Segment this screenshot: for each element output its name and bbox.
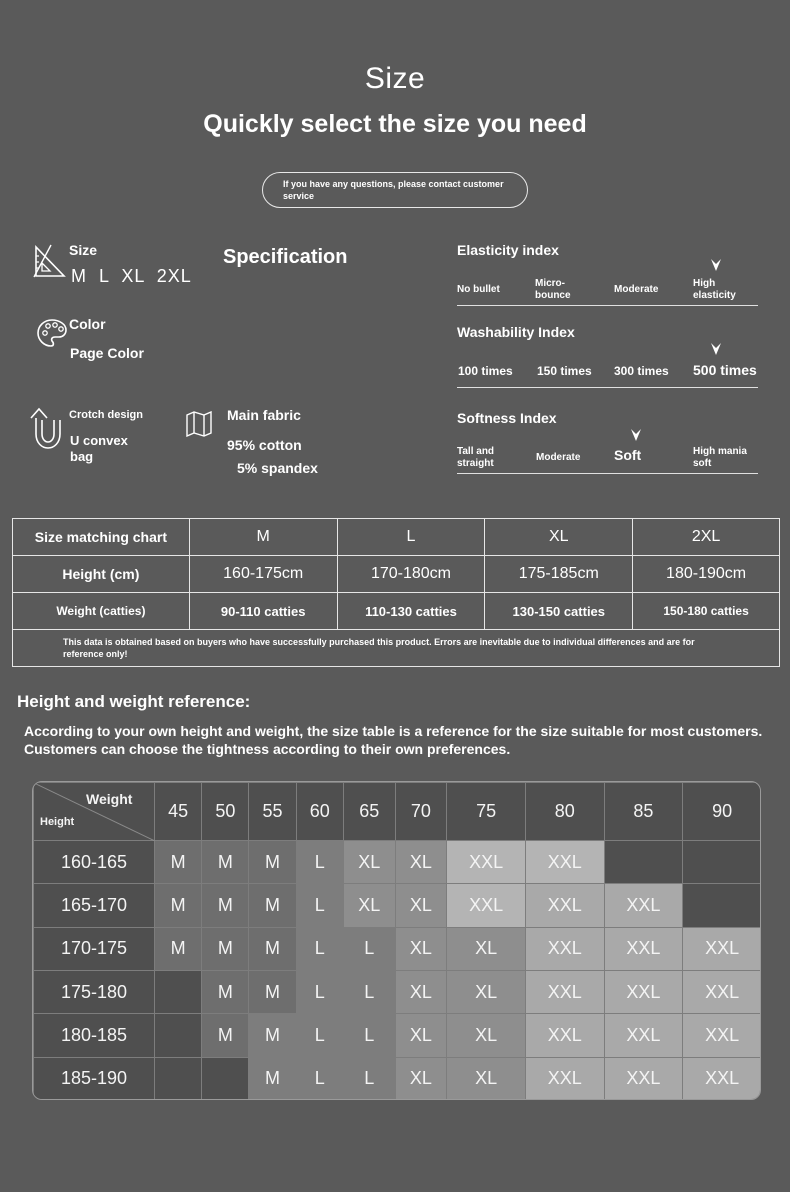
height-row-header: 170-175 — [34, 927, 155, 970]
size-cell: L — [296, 970, 343, 1013]
weight-header-cell: 70 — [395, 783, 447, 841]
size-cell: XXL — [604, 927, 683, 970]
reference-text: According to your own height and weight, the size table is a reference for the size suitable for most customers. Customers can choose the tightness according to their own preferences. — [24, 723, 763, 757]
ruler-triangle-icon — [33, 243, 67, 279]
size-cell: XXL — [683, 1057, 761, 1100]
size-cell: L — [337, 519, 485, 556]
size-cell: XL — [343, 841, 395, 884]
fabric-value-spandex: 5% spandex — [237, 460, 318, 476]
size-cell: XL — [447, 1014, 526, 1057]
size-cell — [683, 841, 761, 884]
size-cell — [604, 841, 683, 884]
weight-header-cell: 90 — [683, 783, 761, 841]
weight-header-cell: 85 — [604, 783, 683, 841]
washability-option: 150 times — [537, 364, 592, 378]
size-cell: M — [202, 1014, 249, 1057]
fabric-icon — [185, 411, 213, 437]
size-cell: L — [343, 1014, 395, 1057]
elasticity-option: Micro-bounce — [535, 278, 571, 301]
disclaimer-note: This data is obtained based on buyers who have successfully purchased this product. Errors are inevitable due to individual differences and are for reference only! — [13, 630, 780, 667]
size-cell: XL — [447, 970, 526, 1013]
specification-heading: Specification — [223, 246, 348, 268]
weight-header-cell: 65 — [343, 783, 395, 841]
size-cell: XXL — [683, 1014, 761, 1057]
palette-icon — [36, 317, 68, 349]
size-cell: L — [296, 1014, 343, 1057]
color-value: Page Color — [70, 345, 144, 361]
grid-weight-label: Weight — [86, 791, 133, 807]
softness-marker-icon — [630, 428, 642, 445]
size-cell: M — [249, 1014, 296, 1057]
contact-note[interactable]: If you have any questions, please contact customer service — [262, 172, 528, 208]
size-matching-table — [12, 518, 780, 667]
size-cell: XXL — [604, 1057, 683, 1100]
weight-header-cell: 60 — [296, 783, 343, 841]
elasticity-option: No bullet — [457, 284, 500, 295]
size-cell: M — [202, 884, 249, 927]
size-cell — [155, 1014, 202, 1057]
softness-option: High mania soft — [693, 446, 747, 469]
washability-option-selected: 500 times — [693, 362, 757, 378]
fabric-label: Main fabric — [227, 407, 301, 423]
size-cell: XL — [395, 841, 447, 884]
size-cell: M — [249, 884, 296, 927]
crotch-value: U convex bag — [70, 433, 128, 464]
page-subtitle: Quickly select the size you need — [203, 110, 587, 138]
size-cell: XL — [395, 884, 447, 927]
size-cell: XXL — [604, 970, 683, 1013]
size-cell: XXL — [525, 1057, 604, 1100]
grid-row — [34, 927, 762, 970]
softness-divider — [457, 473, 758, 474]
size-cell: L — [343, 1057, 395, 1100]
height-row-header: 180-185 — [34, 1014, 155, 1057]
washability-divider — [457, 387, 758, 388]
size-cell: M — [189, 519, 337, 556]
size-cell: XXL — [447, 884, 526, 927]
size-cell: M — [202, 841, 249, 884]
height-cell: 170-180cm — [337, 556, 485, 593]
weight-cell: 150-180 catties — [633, 593, 780, 630]
grid-row — [34, 1014, 762, 1057]
fabric-value-cotton: 95% cotton — [227, 437, 302, 453]
size-cell: M — [249, 841, 296, 884]
grid-height-label: Height — [40, 816, 75, 828]
size-label: Size — [69, 242, 98, 258]
height-cell: 160-175cm — [189, 556, 337, 593]
size-cell: XL — [395, 927, 447, 970]
size-cell — [202, 1057, 249, 1100]
size-cell: M — [249, 970, 296, 1013]
size-cell: XXL — [683, 927, 761, 970]
u-shape-arrow-icon — [29, 406, 67, 450]
size-cell: XXL — [525, 884, 604, 927]
size-cell: M — [155, 841, 202, 884]
size-cell: 2XL — [633, 519, 780, 556]
size-cell: XXL — [683, 970, 761, 1013]
softness-title: Softness Index — [457, 410, 557, 426]
washability-marker-icon — [710, 342, 722, 359]
weight-header-cell: 55 — [249, 783, 296, 841]
table-row — [13, 519, 780, 556]
weight-cell: 130-150 catties — [485, 593, 633, 630]
elasticity-option-selected: High elasticity — [693, 278, 736, 301]
weight-row-label: Weight (catties) — [13, 593, 190, 630]
size-cell: L — [296, 1057, 343, 1100]
height-row-label: Height (cm) — [13, 556, 190, 593]
size-cell: XL — [395, 970, 447, 1013]
table-header-label: Size matching chart — [13, 519, 190, 556]
weight-cell: 90-110 catties — [189, 593, 337, 630]
elasticity-marker-icon — [710, 258, 722, 275]
softness-option-selected: Soft — [614, 447, 642, 463]
size-cell: XXL — [604, 1014, 683, 1057]
height-weight-grid — [32, 781, 761, 1100]
washability-option: 300 times — [614, 364, 669, 378]
height-row-header: 160-165 — [34, 841, 155, 884]
table-row — [13, 556, 780, 593]
elasticity-option: Moderate — [614, 284, 659, 295]
grid-row — [34, 841, 762, 884]
height-cell: 180-190cm — [633, 556, 780, 593]
size-cell: XXL — [604, 884, 683, 927]
size-cell: L — [296, 841, 343, 884]
size-cell: M — [249, 927, 296, 970]
size-cell: XXL — [525, 927, 604, 970]
grid-corner — [34, 783, 155, 841]
elasticity-divider — [457, 305, 758, 306]
size-cell: XL — [343, 884, 395, 927]
color-label: Color — [69, 316, 106, 332]
size-cell: XXL — [525, 1014, 604, 1057]
grid-header-row — [34, 783, 762, 841]
softness-option: Tall and straight — [457, 446, 495, 469]
weight-header-cell: 75 — [447, 783, 526, 841]
size-cell: M — [249, 1057, 296, 1100]
size-cell — [155, 1057, 202, 1100]
size-cell: L — [343, 927, 395, 970]
size-cell — [683, 884, 761, 927]
washability-title: Washability Index — [457, 324, 575, 340]
table-row — [13, 593, 780, 630]
size-cell — [155, 970, 202, 1013]
height-row-header: 165-170 — [34, 884, 155, 927]
reference-title: Height and weight reference: — [17, 692, 251, 711]
grid-row — [34, 884, 762, 927]
grid-row — [34, 1057, 762, 1100]
size-cell: M — [155, 927, 202, 970]
page-title: Size — [364, 62, 426, 95]
size-cell: M — [202, 970, 249, 1013]
size-cell: M — [202, 927, 249, 970]
size-cell: M — [155, 884, 202, 927]
softness-option: Moderate — [536, 452, 581, 463]
size-cell: XL — [395, 1014, 447, 1057]
size-cell: XL — [447, 927, 526, 970]
size-cell: L — [343, 970, 395, 1013]
size-cell: XXL — [525, 841, 604, 884]
elasticity-title: Elasticity index — [457, 242, 559, 258]
crotch-label: Crotch design — [69, 409, 143, 421]
grid-row — [34, 970, 762, 1013]
size-cell: L — [296, 884, 343, 927]
weight-cell: 110-130 catties — [337, 593, 485, 630]
size-cell: XXL — [447, 841, 526, 884]
washability-option: 100 times — [458, 364, 513, 378]
height-cell: 175-185cm — [485, 556, 633, 593]
weight-header-cell: 45 — [155, 783, 202, 841]
weight-header-cell: 50 — [202, 783, 249, 841]
size-cell: XXL — [525, 970, 604, 1013]
size-cell: XL — [447, 1057, 526, 1100]
table-row — [13, 630, 780, 667]
height-row-header: 175-180 — [34, 970, 155, 1013]
size-cell: XL — [485, 519, 633, 556]
size-cell: L — [296, 927, 343, 970]
weight-header-cell: 80 — [525, 783, 604, 841]
size-cell: XL — [395, 1057, 447, 1100]
height-row-header: 185-190 — [34, 1057, 155, 1100]
size-options: M L XL 2XL — [71, 266, 192, 286]
